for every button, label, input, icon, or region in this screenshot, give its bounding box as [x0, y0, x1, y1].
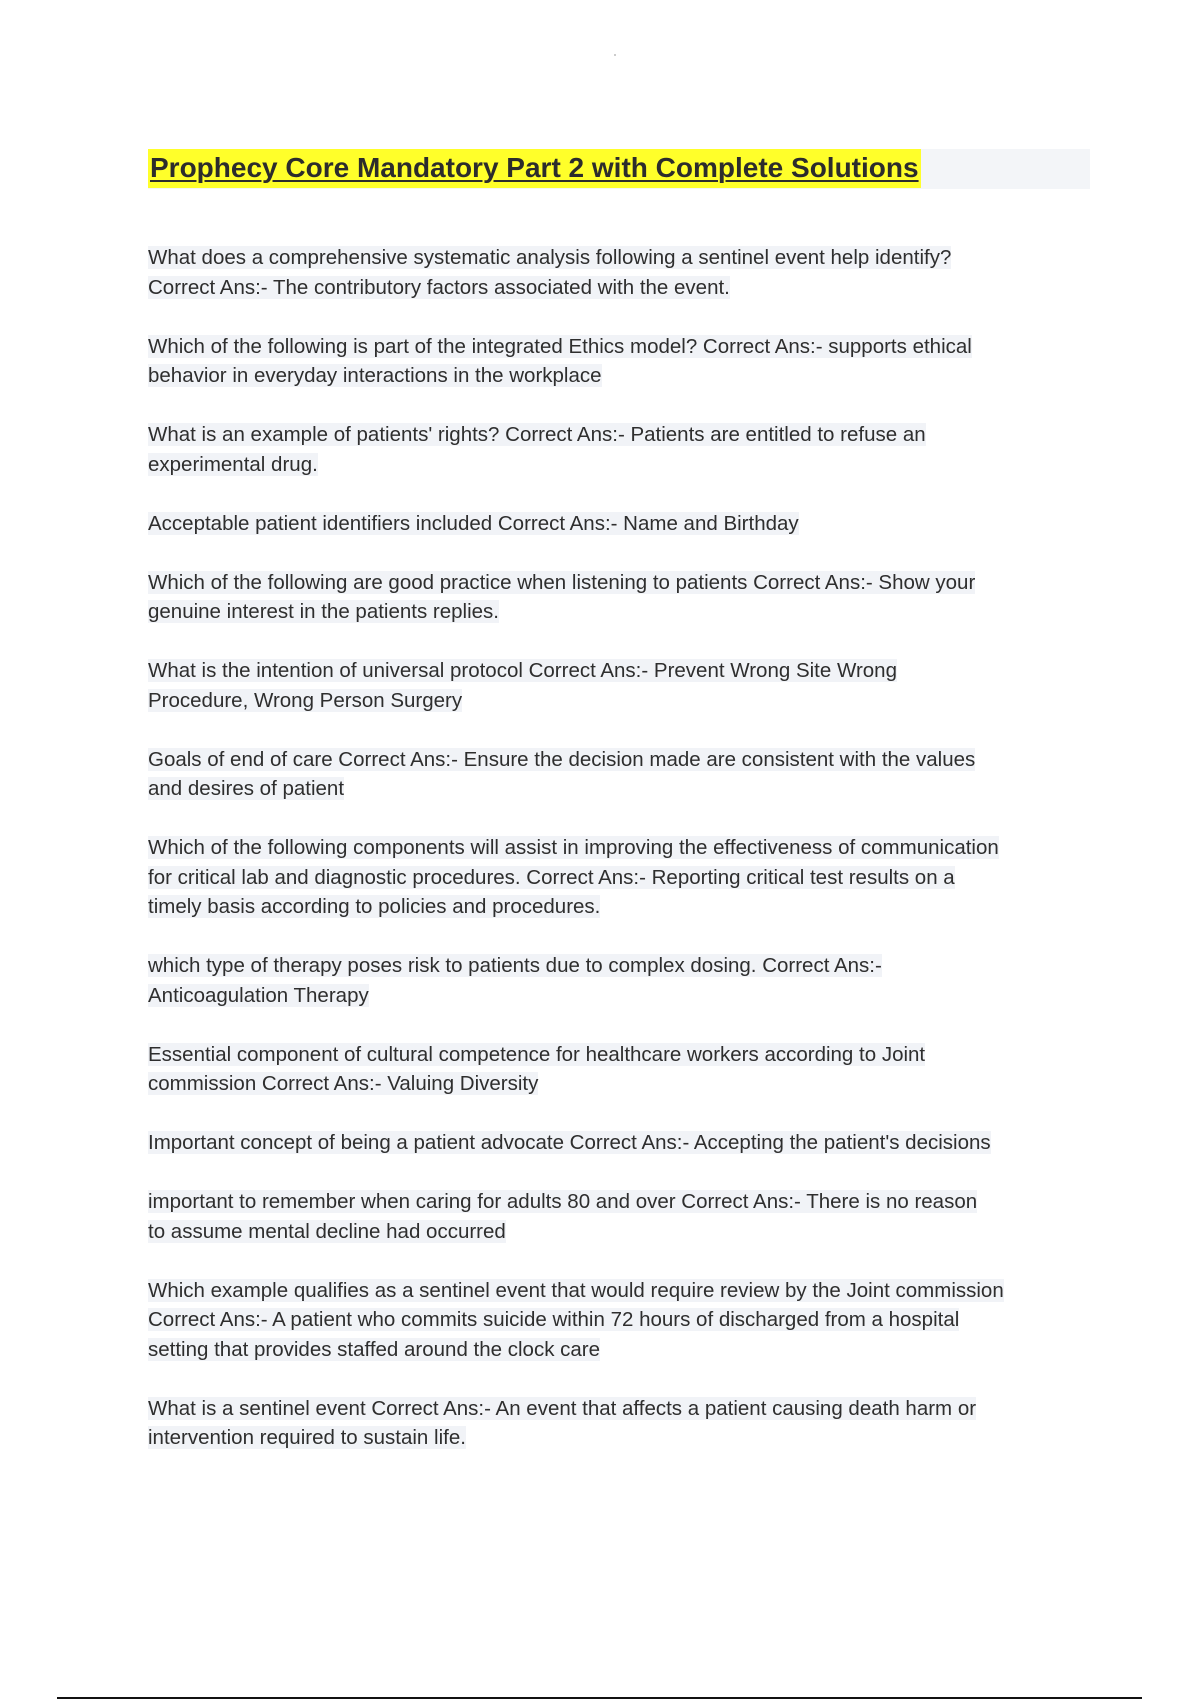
qa-line: and desires of patient — [148, 777, 345, 800]
page-bottom-rule — [57, 1697, 1142, 1699]
qa-line: What does a comprehensive systematic analysis following a sentinel event help identify? — [148, 246, 952, 269]
qa-item — [148, 1128, 1098, 1158]
qa-line: Which example qualifies as a sentinel event that would require review by the Joint commission — [148, 1278, 1004, 1302]
qa-line: experimental drug. — [148, 452, 318, 476]
qa-list — [148, 243, 1098, 1482]
qa-line: Which of the following components will assist in improving the effectiveness of communication — [148, 836, 999, 859]
qa-item — [148, 656, 1098, 715]
qa-line: for critical lab and diagnostic procedures. Correct Ans:- Reporting critical test results on a — [148, 865, 955, 889]
qa-line: setting that provides staffed around the clock care — [148, 1337, 601, 1361]
qa-line: Which of the following is part of the integrated Ethics model? Correct Ans:- supports ethical — [148, 334, 972, 358]
qa-item — [148, 568, 1098, 627]
qa-item — [148, 1276, 1098, 1365]
qa-line: commission Correct Ans:- Valuing Diversity — [148, 1072, 539, 1095]
qa-line: Essential component of cultural competence for healthcare workers according to Joint — [148, 1042, 926, 1066]
qa-item — [148, 1040, 1098, 1099]
qa-line: intervention required to sustain life. — [148, 1426, 466, 1449]
qa-item — [148, 420, 1098, 479]
qa-item — [148, 833, 1098, 922]
title-row — [148, 149, 1090, 189]
qa-item — [148, 1394, 1098, 1453]
qa-item — [148, 243, 1098, 302]
qa-line: to assume mental decline had occurred — [148, 1219, 506, 1243]
qa-line: What is a sentinel event Correct Ans:- An event that affects a patient causing death harm or — [148, 1396, 977, 1420]
qa-item — [148, 1187, 1098, 1246]
qa-line: which type of therapy poses risk to patients due to complex dosing. Correct Ans:- — [148, 954, 882, 977]
qa-line: What is the intention of universal protocol Correct Ans:- Prevent Wrong Site Wrong — [148, 659, 897, 682]
qa-line: Procedure, Wrong Person Surgery — [148, 688, 463, 712]
qa-item — [148, 509, 1098, 539]
qa-item — [148, 745, 1098, 804]
qa-line: genuine interest in the patients replies. — [148, 600, 500, 623]
qa-line: Correct Ans:- A patient who commits suicide within 72 hours of discharged from a hospital — [148, 1308, 960, 1331]
qa-line: Correct Ans:- The contributory factors associated with the event. — [148, 275, 730, 299]
qa-item — [148, 951, 1098, 1010]
qa-line: behavior in everyday interactions in the workplace — [148, 364, 602, 387]
qa-item — [148, 332, 1098, 391]
scan-speck — [614, 54, 616, 56]
qa-line: timely basis according to policies and procedures. — [148, 895, 601, 918]
qa-line: What is an example of patients' rights? Correct Ans:- Patients are entitled to refuse an — [148, 423, 926, 446]
qa-line: Acceptable patient identifiers included Correct Ans:- Name and Birthday — [148, 511, 799, 535]
qa-line: Which of the following are good practice when listening to patients Correct Ans:- Show your — [148, 570, 976, 594]
qa-line: Anticoagulation Therapy — [148, 983, 369, 1007]
document-title: Prophecy Core Mandatory Part 2 with Complete Solutions — [148, 149, 921, 188]
qa-line: important to remember when caring for adults 80 and over Correct Ans:- There is no reason — [148, 1190, 978, 1213]
qa-line: Important concept of being a patient advocate Correct Ans:- Accepting the patient's decisions — [148, 1131, 991, 1154]
qa-line: Goals of end of care Correct Ans:- Ensure the decision made are consistent with the values — [148, 747, 976, 771]
